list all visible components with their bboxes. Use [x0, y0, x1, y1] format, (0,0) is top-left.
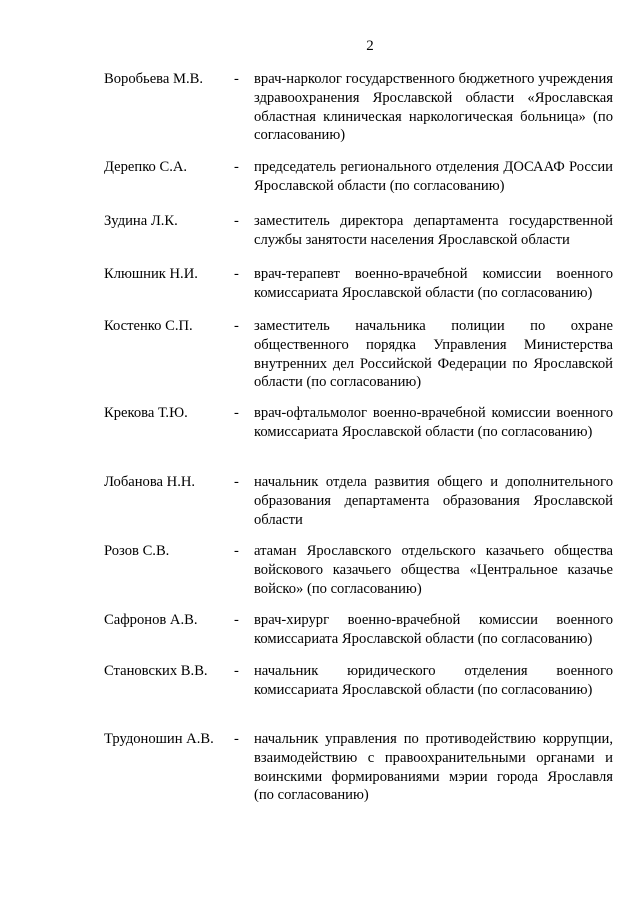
- dash-separator: -: [234, 612, 239, 628]
- member-position: начальник юридического отделения военного комиссариата Ярославской области (по согласованию): [254, 663, 613, 698]
- member-name: Дерепко С.А.: [104, 159, 188, 175]
- page-number: 2: [366, 38, 374, 54]
- member-name: Сафронов А.В.: [104, 612, 198, 628]
- member-name: Становских В.В.: [104, 663, 208, 679]
- member-name: Крекова Т.Ю.: [104, 405, 188, 421]
- member-name: Костенко С.П.: [104, 318, 193, 334]
- member-position: начальник отдела развития общего и дополнительного образования департамента образования Ярославской области: [254, 474, 613, 528]
- member-position: заместитель начальника полиции по охране общественного порядка Управления Министерства внутренних дел Российской Федерации по Ярославской области (по согласованию): [254, 318, 613, 391]
- member-name: Клюшник Н.И.: [104, 266, 198, 282]
- member-position: врач-терапевт военно-врачебной комиссии военного комиссариата Ярославской области (по согласованию): [254, 266, 613, 301]
- member-position: врач-хирург военно-врачебной комиссии военного комиссариата Ярославской области (по согласованию): [254, 612, 613, 647]
- member-position: врач-офтальмолог военно-врачебной комиссии военного комиссариата Ярославской области (по согласованию): [254, 405, 613, 440]
- member-name: Трудоношин А.В.: [104, 731, 214, 747]
- dash-separator: -: [234, 159, 239, 175]
- member-name: Розов С.В.: [104, 543, 170, 559]
- dash-separator: -: [234, 731, 239, 747]
- member-position: врач-нарколог государственного бюджетного учреждения здравоохранения Ярославской области «Ярославская областная клиническая наркологическая больница» (по согласованию): [254, 71, 613, 144]
- dash-separator: -: [234, 405, 239, 421]
- member-position: атаман Ярославского отдельского казачьего общества войскового казачьего общества «Центральное казачье войско» (по согласованию): [254, 543, 613, 597]
- dash-separator: -: [234, 543, 239, 559]
- member-name: Зудина Л.К.: [104, 213, 178, 229]
- member-name: Лобанова Н.Н.: [104, 474, 196, 490]
- member-position: начальник управления по противодействию коррупции, взаимодействию с правоохранительными органами и воинскими формированиями мэрии города Ярославля (по согласованию): [254, 731, 613, 804]
- dash-separator: -: [234, 663, 239, 679]
- dash-separator: -: [234, 71, 239, 87]
- dash-separator: -: [234, 318, 239, 334]
- dash-separator: -: [234, 474, 239, 490]
- member-position: заместитель директора департамента государственной службы занятости населения Ярославской области: [254, 213, 613, 248]
- member-name: Воробьева М.В.: [104, 71, 204, 87]
- dash-separator: -: [234, 266, 239, 282]
- member-position: председатель регионального отделения ДОСААФ России Ярославской области (по согласованию): [254, 159, 613, 194]
- dash-separator: -: [234, 213, 239, 229]
